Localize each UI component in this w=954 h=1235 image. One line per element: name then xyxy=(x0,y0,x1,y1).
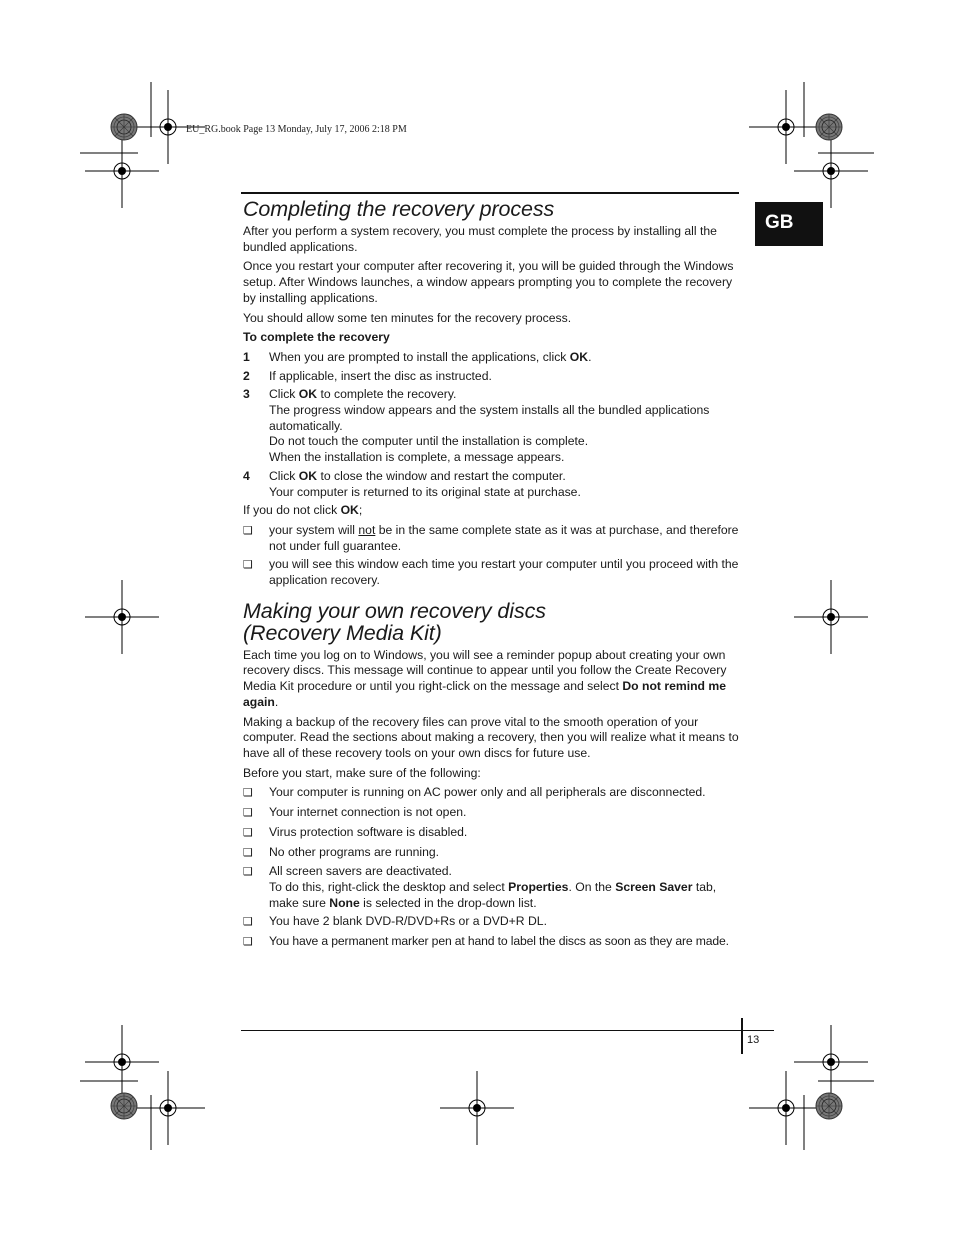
checkbox-bullet-icon: ❑ xyxy=(243,866,253,879)
top-rule xyxy=(241,192,739,194)
section-title-completing-recovery: Completing the recovery process xyxy=(243,197,555,221)
list-item-text: Virus protection software is disabled. xyxy=(269,824,468,839)
paragraph: Before you start, make sure of the following: xyxy=(243,765,481,780)
paragraph: After you perform a system recovery, you must complete the process by installing all the bundled applications. xyxy=(243,224,717,254)
page-content xyxy=(243,196,739,954)
paragraph: Once you restart your computer after recovering it, you will be guided through the Windows setup. After Windows launches, a window appears prompting you to complete the recovery by installing applications. xyxy=(243,259,734,305)
step-text: If applicable, insert the disc as instructed. xyxy=(269,368,492,383)
checkbox-bullet-icon: ❑ xyxy=(243,559,253,572)
paragraph: Making a backup of the recovery files can prove vital to the smooth operation of your computer. Read the sections about making a recovery, then you will realize what it means to have all of these recovery tools on your own discs for future use. xyxy=(243,714,739,760)
print-job-header: EU_RG.book Page 13 Monday, July 17, 2006 2:18 PM xyxy=(186,124,407,135)
list-item-text: You have a permanent marker pen at hand to label the discs as soon as they are made. xyxy=(269,934,729,949)
step-detail: Your computer is returned to its original state at purchase. xyxy=(269,484,581,499)
language-tab: GB xyxy=(755,202,823,246)
step-detail: The progress window appears and the system installs all the bundled applications automatically. xyxy=(269,403,710,433)
list-item-text: Your computer is running on AC power only and all peripherals are disconnected. xyxy=(269,785,706,800)
list-item-text: your system will not be in the same complete state as it was at purchase, and therefore not under full guarantee. xyxy=(269,522,739,553)
procedure-title: To complete the recovery xyxy=(243,330,390,345)
checkbox-bullet-icon: ❑ xyxy=(243,846,253,859)
page-number: 13 xyxy=(747,1034,760,1046)
step-detail: When the installation is complete, a message appears. xyxy=(269,450,565,465)
list-item xyxy=(243,805,739,822)
list-item xyxy=(243,914,739,931)
list-item-text: All screen savers are deactivated. To do this, right-click the desktop and select Properties. On the Screen Saver tab, make sure None is selected in the drop-down list. xyxy=(269,864,717,910)
checkbox-bullet-icon: ❑ xyxy=(243,524,253,537)
checkbox-bullet-icon: ❑ xyxy=(243,787,253,800)
section-title-recovery-media-kit: Making your own recovery discs (Recovery Media Kit) xyxy=(243,598,546,645)
checkbox-bullet-icon: ❑ xyxy=(243,826,253,839)
step-item xyxy=(243,369,739,385)
step-item xyxy=(243,469,739,500)
list-item xyxy=(243,523,739,554)
step-number: 1 xyxy=(243,349,250,364)
step-number: 4 xyxy=(243,468,250,483)
list-item xyxy=(243,864,739,911)
footer-divider xyxy=(741,1018,743,1054)
step-detail: Do not touch the computer until the installation is complete. xyxy=(269,434,589,449)
step-text: Click OK to close the window and restart the computer. Your computer is returned to its original state at purchase. xyxy=(269,468,581,499)
step-item xyxy=(243,387,739,466)
paragraph: You should allow some ten minutes for the recovery process. xyxy=(243,310,572,325)
step-text: Click OK to complete the recovery. The progress window appears and the system installs all the bundled applications automatically. Do not touch the computer until the installation is complete. When the installation is complete, a message appears. xyxy=(269,387,710,465)
list-item-text: you will see this window each time you restart your computer until you proceed with the application recovery. xyxy=(269,557,739,588)
list-item xyxy=(243,825,739,842)
step-number: 3 xyxy=(243,387,250,402)
step-number: 2 xyxy=(243,368,250,383)
list-item-text: You have 2 blank DVD-R/DVD+Rs or a DVD+R DL. xyxy=(269,914,547,929)
list-item xyxy=(243,934,739,951)
step-text: When you are prompted to install the applications, click OK. xyxy=(269,349,592,364)
list-item xyxy=(243,845,739,862)
footer-rule xyxy=(241,1030,774,1031)
paragraph: Each time you log on to Windows, you will see a reminder popup about creating your own recovery discs. This message will continue to appear until you follow the Create Recovery Media Kit procedure or until you right-click on the message and select Do not remind me again. xyxy=(243,647,727,709)
list-item-text: No other programs are running. xyxy=(269,844,440,859)
list-item-text: Your internet connection is not open. xyxy=(269,805,467,820)
checkbox-bullet-icon: ❑ xyxy=(243,916,253,929)
list-item xyxy=(243,557,739,588)
paragraph: If you do not click OK; xyxy=(243,503,363,518)
list-item xyxy=(243,785,739,802)
step-item xyxy=(243,350,739,366)
checkbox-bullet-icon: ❑ xyxy=(243,807,253,820)
checkbox-bullet-icon: ❑ xyxy=(243,936,253,949)
